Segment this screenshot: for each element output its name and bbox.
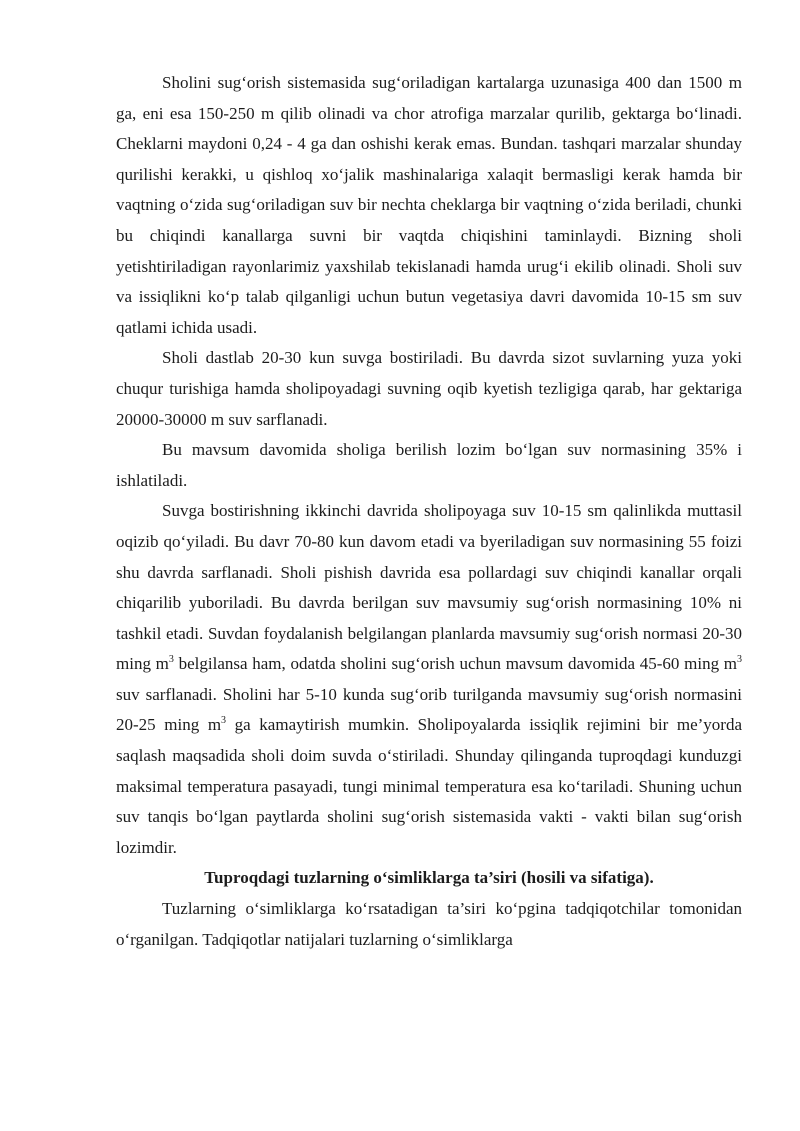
superscript: 3	[168, 653, 174, 665]
paragraph-flooding-first-period: Sholi dastlab 20-30 kun suvga bostiriladi. Bu davrda sizot suvlarning yuza yoki chuqur turishiga hamda sholipoyadagi suvning oqib kyetish tezligiga qarab, har gektariga 20000-30000 m suv sarflanadi.	[116, 348, 742, 429]
text-span: belgilansa ham, odatda sholini sug‘orish uchun mavsum davomida 45-60 ming m	[173, 654, 738, 674]
paragraph-season-water-share: Bu mavsum davomida sholiga berilish lozim bo‘lgan suv normasining 35% i ishlatiladi.	[116, 440, 742, 490]
superscript: 3	[737, 653, 743, 665]
text-span: ga kamaytirish mumkin. Sholipoyalarda issiqlik rejimini bir me’yorda saqlash maqsadida sholi doim suvda o‘stiriladi. Shunday qilinganda tuproqdagi kunduzgi maksimal temperatura pasayadi, tungi minimal temperatura esa ko‘tariladi. Shuning uchun suv tanqis bo‘lgan paytlarda sholini sug‘orish sistemasida vakti - vakti bilan sug‘orish lozimdir.	[116, 715, 742, 857]
paragraph-salts-effect: Tuzlarning o‘simliklarga ko‘rsatadigan ta’siri ko‘pgina tadqiqotchilar tomonidan o‘rganilgan. Tadqiqotlar natijalari tuzlarning o‘simliklarga	[116, 899, 742, 949]
paragraph-field-layout: Sholini sug‘orish sistemasida sug‘oriladigan kartalarga uzunasiga 400 dan 1500 m ga, eni esa 150-250 m qilib olinadi va chor atrofiga marzalar qurilib, gektarga bo‘linadi. Cheklarni maydoni 0,24 - 4 ga dan oshishi kerak emas. Bundan. tashqari marzalar shunday qurilishi kerakki, u qishloq xo‘jalik mashinalariga xalaqit bermasligi kerak hamda bir vaqtning o‘zida sug‘oriladigan suv bir nechta cheklarga bir vaqtning o‘zida beriladi, chunki bu chiqindi kanallarga suvni bir vaqtda chiqishini taminlaydi. Bizning sholi yetishtiriladigan rayonlarimiz yaxshilab tekislanadi hamda urug‘i ekilib olinadi. Sholi suv va issiqlikni ko‘p talab qilganligi uchun butun vegetasiya davri davomida 10-15 sm suv qatlami ichida usadi.	[116, 73, 742, 337]
superscript: 3	[221, 714, 227, 726]
document-page	[116, 68, 742, 955]
text-span: suv sarflanadi. Sholini har 5-10 kunda sug‘orib turilganda mavsumiy sug‘orish normasini 20-25 ming m	[116, 684, 742, 735]
paragraph-flooding-second-period	[116, 496, 742, 863]
section-heading: Tuproqdagi tuzlarning o‘simliklarga ta’siri (hosili va sifatiga).	[204, 868, 654, 888]
text-span: Suvga bostirishning ikkinchi davrida sholipoyaga suv 10-15 sm qalinlikda muttasil oqizib qo‘yiladi. Bu davr 70-80 kun davom etadi va byeriladigan suv normasining 55 foizi shu davrda sarflanadi. Sholi pishish davrida esa pollardagi suv chiqindi kanallar orqali chiqarilib yuboriladi. Bu davrda berilgan suv mavsumiy sug‘orish normasining 10% ni tashkil etadi. Suvdan foydalanish belgilangan planlarda mavsumiy sug‘orish normasi 20-30 ming m	[116, 501, 742, 674]
